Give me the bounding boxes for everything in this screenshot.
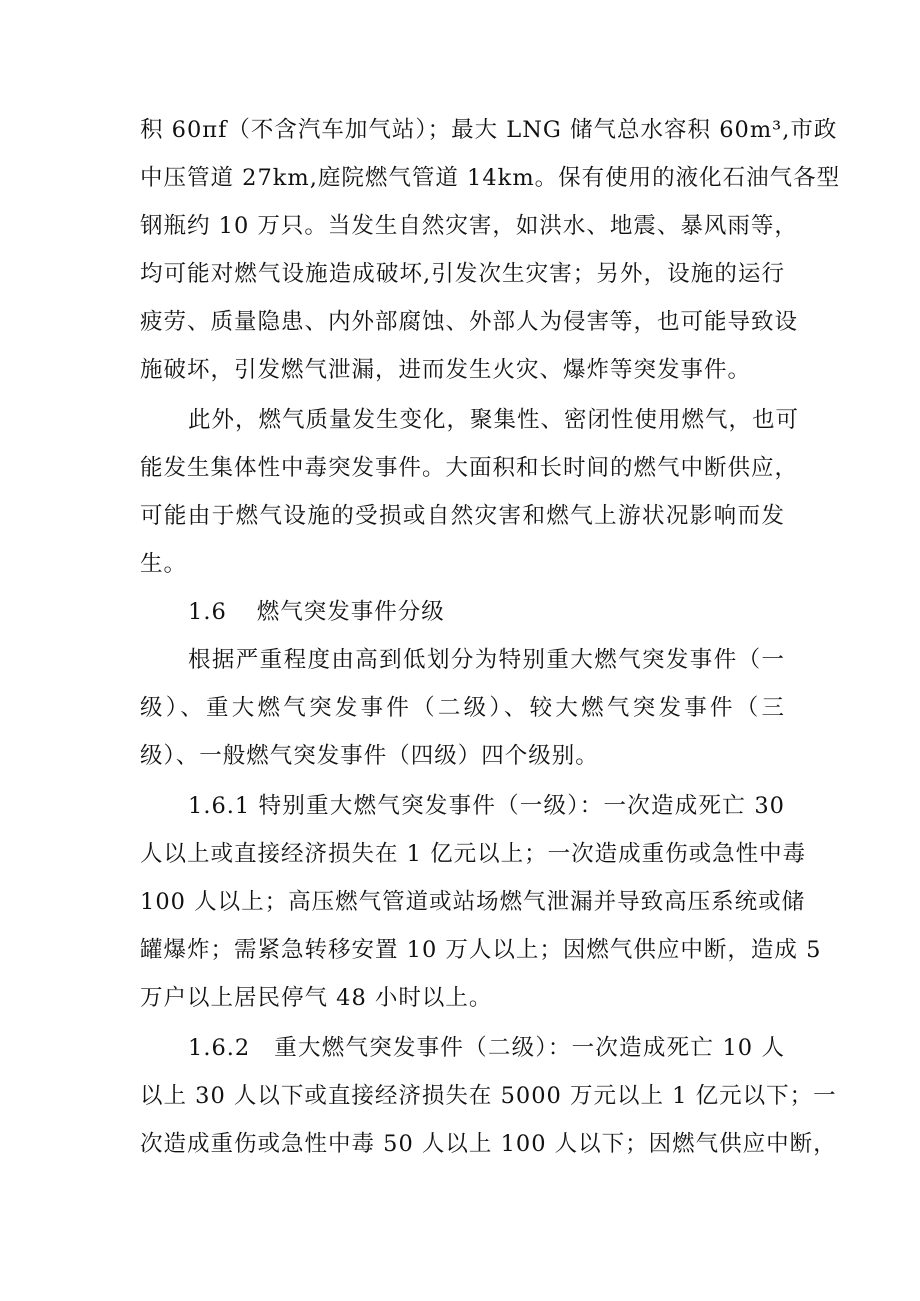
paragraph-line: 疲劳、质量隐患、内外部腐蚀、外部人为侵害等，也可能导致设 bbox=[140, 309, 799, 335]
section-number: 1.6 bbox=[188, 599, 227, 625]
section-heading bbox=[188, 592, 688, 632]
paragraph-line: 万户以上居民停气 48 小时以上。 bbox=[140, 985, 493, 1011]
section-title: 燃气突发事件分级 bbox=[256, 599, 445, 625]
paragraph-line: 积 60πf（不含汽车加气站）；最大 LNG 储气总水容积 60m³,市政 bbox=[140, 117, 838, 143]
paragraph-line: 级）、一般燃气突发事件（四级）四个级别。 bbox=[140, 743, 599, 769]
paragraph-line: 级）、重大燃气突发事件（二级）、较大燃气突发事件（三 bbox=[140, 695, 785, 721]
paragraph-line: 可能由于燃气设施的受损或自然灾害和燃气上游状况影响而发 bbox=[140, 503, 785, 529]
paragraph-line: 100 人以上；高压燃气管道或站场燃气泄漏并导致高压系统或储 bbox=[140, 889, 806, 915]
paragraph-line: 钢瓶约 10 万只。当发生自然灾害，如洪水、地震、暴风雨等， bbox=[140, 213, 798, 239]
paragraph-line: 生。 bbox=[140, 551, 188, 577]
paragraph-line: 罐爆炸；需紧急转移安置 10 万人以上；因燃气供应中断，造成 5 bbox=[140, 937, 822, 963]
paragraph-line: 能发生集体性中毒突发事件。大面积和长时间的燃气中断供应， bbox=[140, 455, 799, 481]
paragraph-line: 人以上或直接经济损失在 1 亿元以上；一次造成重伤或急性中毒 bbox=[140, 841, 807, 867]
paragraph-line: 均可能对燃气设施造成破坏,引发次生灾害；另外，设施的运行 bbox=[140, 261, 785, 287]
paragraph-line: 1.6.2 重大燃气突发事件（二级）：一次造成死亡 10 人 bbox=[188, 1035, 785, 1061]
paragraph-line: 根据严重程度由高到低划分为特别重大燃气突发事件（一 bbox=[188, 647, 785, 673]
paragraph-line: 施破坏，引发燃气泄漏，进而发生火灾、爆炸等突发事件。 bbox=[140, 357, 752, 383]
paragraph-line: 次造成重伤或急性中毒 50 人以上 100 人以下；因燃气供应中断， bbox=[140, 1131, 837, 1157]
paragraph-line: 1.6.1 特别重大燃气突发事件（一级）：一次造成死亡 30 bbox=[188, 793, 785, 819]
paragraph-line: 此外，燃气质量发生变化，聚集性、密闭性使用燃气，也可 bbox=[188, 407, 800, 433]
paragraph-line: 以上 30 人以下或直接经济损失在 5000 万元以上 1 亿元以下；一 bbox=[140, 1083, 837, 1109]
paragraph-line: 中压管道 27km,庭院燃气管道 14km。保有使用的液化石油气各型 bbox=[140, 165, 841, 191]
